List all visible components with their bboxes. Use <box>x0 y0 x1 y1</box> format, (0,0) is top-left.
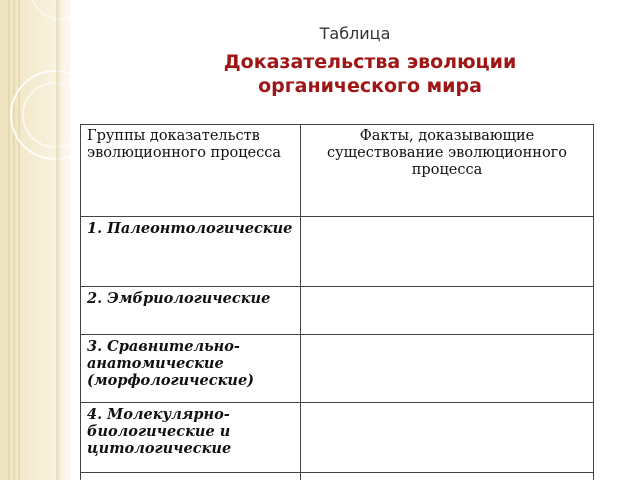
facts-cell <box>301 473 594 480</box>
slide-title: Доказательства эволюции органического мира <box>223 51 517 97</box>
decorative-circle <box>30 0 70 20</box>
table-row <box>81 403 594 473</box>
evidence-table <box>80 124 594 480</box>
decorative-side-panel <box>0 0 70 480</box>
table-row <box>81 287 594 335</box>
slide-heading: Таблица <box>319 24 391 43</box>
facts-cell <box>301 217 594 287</box>
group-cell <box>81 473 301 480</box>
header-groups: Группы доказательств эволюционного процесса <box>81 125 301 217</box>
group-cell: 2. Эмбриологические <box>81 287 301 335</box>
group-cell: 4. Молекулярно-биологические и цитологические <box>81 403 301 473</box>
header-facts: Факты, доказывающие существование эволюционного процесса <box>301 125 594 217</box>
group-cell: 1. Палеонтологические <box>81 217 301 287</box>
group-cell: 3. Сравнительно-анатомические (морфологические) <box>81 335 301 403</box>
table-row <box>81 473 594 480</box>
facts-cell <box>301 335 594 403</box>
table-row <box>81 217 594 287</box>
table-row <box>81 335 594 403</box>
table-header-row <box>81 125 594 217</box>
facts-cell <box>301 403 594 473</box>
facts-cell <box>301 287 594 335</box>
